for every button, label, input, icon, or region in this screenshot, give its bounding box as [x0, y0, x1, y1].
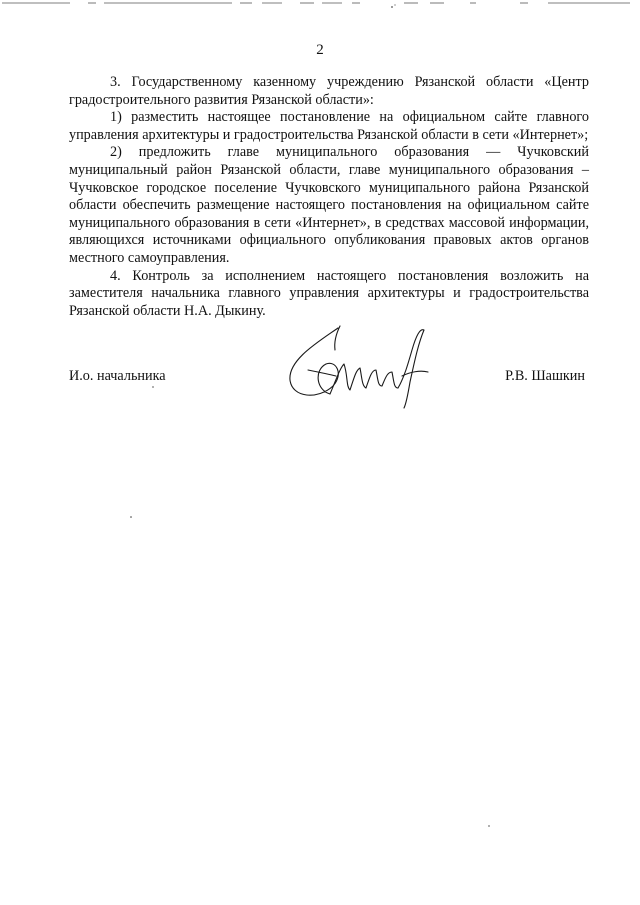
signatory-name: Р.В. Шашкин — [505, 368, 585, 384]
page-number: 2 — [316, 42, 324, 58]
document-body — [69, 74, 589, 320]
paragraph-item-3-1: 1) разместить настоящее постановление на официальном сайте главного управления архитектуры и градостроительства Рязанской области в сети «Интернет»; — [69, 109, 589, 143]
paragraph-item-4: 4. Контроль за исполнением настоящего постановления возложить на заместителя начальника главного управления архитектуры и градостроительства Рязанской области Н.А. Дыкину. — [69, 267, 589, 319]
scan-speck — [152, 386, 154, 388]
handwritten-signature — [278, 320, 448, 410]
scan-speck — [130, 516, 132, 518]
paragraph-item-3: 3. Государственному казенному учреждению Рязанской области «Центр градостроительного развития Рязанской области»: — [69, 74, 589, 108]
scan-top-edge — [0, 0, 640, 14]
signatory-position: И.о. начальника — [69, 368, 166, 384]
paragraph-item-3-2: 2) предложить главе муниципального образования — Чучковский муниципальный район Рязанской области, главе муниципального образования – Чучковское городское поселение Чучковского муниципального района Рязанской области обеспечить размещение настоящего постановления на официальном сайте муниципального образования в сети «Интернет», в средствах массовой информации, являющихся источниками официального опубликования правовых актов органов местного самоуправления. — [69, 144, 589, 266]
scan-speck — [488, 825, 490, 827]
